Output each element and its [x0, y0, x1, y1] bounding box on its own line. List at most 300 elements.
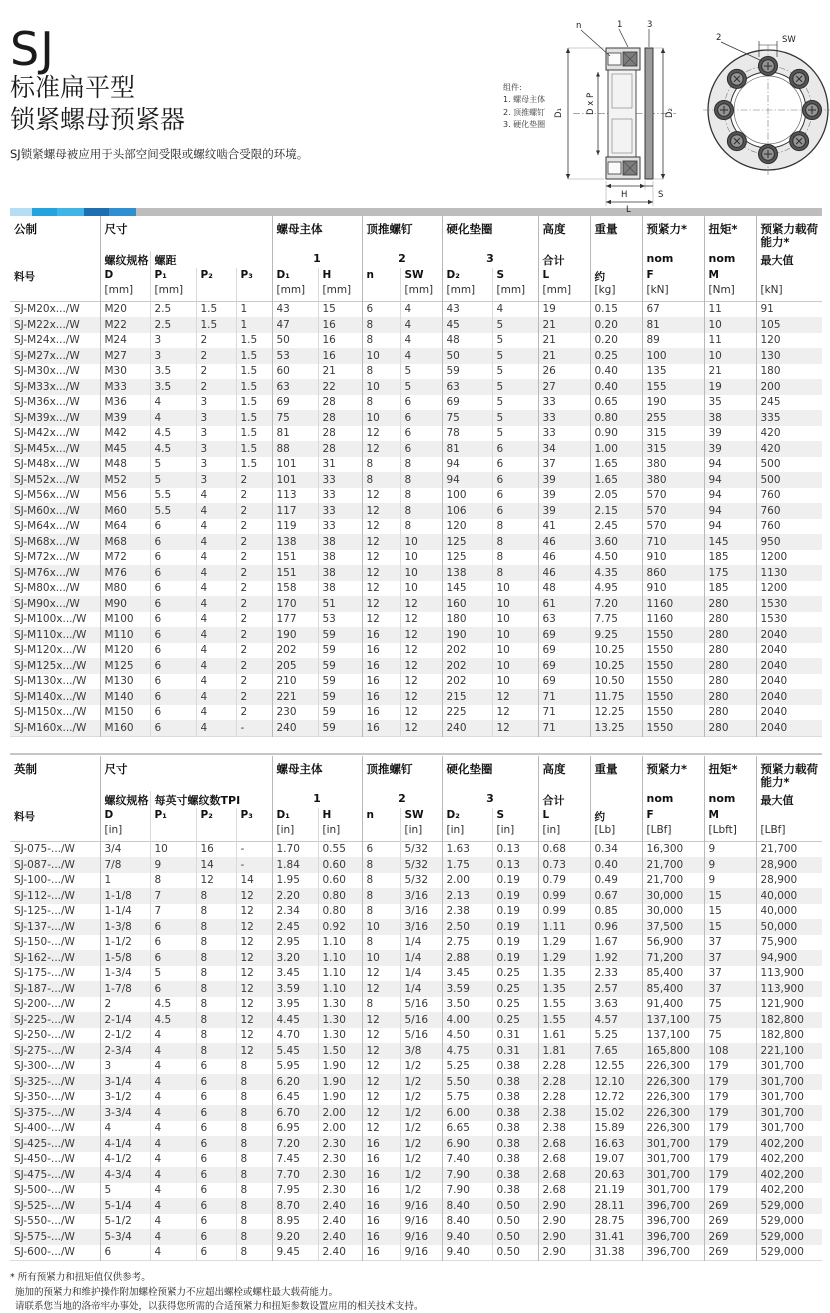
dim-label-dxp: D x P [586, 92, 596, 115]
cell: 9.40 [442, 1229, 492, 1245]
cell: 2.38 [538, 1121, 590, 1137]
cell: 8 [400, 488, 442, 504]
cell: 59 [318, 705, 362, 721]
cell: 3.59 [442, 981, 492, 997]
cell: 33 [538, 426, 590, 442]
cell: 6 [150, 519, 196, 535]
cell: 8 [196, 904, 236, 920]
cell: 2.13 [442, 888, 492, 904]
cell: 12 [362, 981, 400, 997]
cell: 12 [400, 612, 442, 628]
cell: 226,300 [642, 1105, 704, 1121]
cell: 16 [362, 1183, 400, 1199]
column-header [236, 824, 272, 842]
cell: 6 [196, 1229, 236, 1245]
column-header: P₁ [150, 268, 196, 284]
cell: 182,800 [756, 1012, 822, 1028]
page-title: SJ [10, 22, 55, 76]
cell: 15.02 [590, 1105, 642, 1121]
cell: 1.5 [196, 301, 236, 317]
cell: 396,700 [642, 1229, 704, 1245]
cell: 9.25 [590, 627, 642, 643]
cell: 12 [400, 658, 442, 674]
cell: 6 [150, 596, 196, 612]
cell: 8 [400, 472, 442, 488]
cell: 51 [318, 596, 362, 612]
cell: 1.30 [318, 1012, 362, 1028]
cell: 3 [100, 1059, 150, 1075]
cell: 8.70 [272, 1198, 318, 1214]
cell: 1.90 [318, 1059, 362, 1075]
cell: 61 [538, 596, 590, 612]
column-header: nom [704, 251, 756, 268]
cell: 12 [400, 596, 442, 612]
cell: 190 [442, 627, 492, 643]
cell: 7/8 [100, 857, 150, 873]
cell: 0.49 [590, 873, 642, 889]
cell: 8 [196, 997, 236, 1013]
cell: 1.65 [590, 472, 642, 488]
table-row [10, 565, 822, 581]
cell: 1 [236, 301, 272, 317]
cell: 10 [492, 658, 538, 674]
cell: 88 [272, 441, 318, 457]
cell: 315 [642, 426, 704, 442]
cell: 380 [642, 472, 704, 488]
cell: 9.40 [442, 1245, 492, 1261]
cell: 31.41 [590, 1229, 642, 1245]
cell: 63 [442, 379, 492, 395]
cell: 4.5 [150, 997, 196, 1013]
cell: 3 [196, 426, 236, 442]
column-header: 重量 [590, 756, 642, 791]
cell: 0.19 [492, 904, 538, 920]
cell: 41 [538, 519, 590, 535]
column-header: [Lbft] [704, 824, 756, 842]
cell: 2 [236, 519, 272, 535]
cell: 4 [150, 1198, 196, 1214]
cell: 3/16 [400, 904, 442, 920]
table-row [10, 1136, 822, 1152]
cell: 1160 [642, 596, 704, 612]
cell: 7.75 [590, 612, 642, 628]
cell: 8 [196, 1028, 236, 1044]
cell: 5 [400, 364, 442, 380]
cell: 59 [442, 364, 492, 380]
cell: 6 [196, 1198, 236, 1214]
cell: M42 [100, 426, 150, 442]
column-header: [LBf] [756, 824, 822, 842]
cell: 1.5 [236, 333, 272, 349]
cell: SJ-087-.../W [14, 858, 75, 871]
cell: 78 [442, 426, 492, 442]
cell: 94 [704, 457, 756, 473]
cell: 2.68 [538, 1183, 590, 1199]
cell: 4 [150, 1074, 196, 1090]
column-header: S [492, 268, 538, 284]
accent-bar-segment [84, 208, 109, 216]
cell: 12.10 [590, 1074, 642, 1090]
cell: 2-1/2 [100, 1028, 150, 1044]
cell: 1550 [642, 720, 704, 736]
cell: SJ-M125x.../W [14, 659, 87, 672]
cell: 6 [400, 410, 442, 426]
cell: 12 [362, 565, 400, 581]
cell: 5 [492, 410, 538, 426]
table-row [10, 379, 822, 395]
cell: 28 [318, 426, 362, 442]
table-row [10, 457, 822, 473]
cell: 8.95 [272, 1214, 318, 1230]
cell: 30,000 [642, 888, 704, 904]
cell: 226,300 [642, 1074, 704, 1090]
cell: 4 [196, 596, 236, 612]
cell: 6 [150, 534, 196, 550]
cell: SJ-M30x.../W [14, 365, 80, 378]
cell: 63 [272, 379, 318, 395]
cell: 1/4 [400, 950, 442, 966]
cell: 179 [704, 1152, 756, 1168]
cell: 0.55 [318, 841, 362, 857]
cell: M72 [100, 550, 150, 566]
cell: 3 [150, 333, 196, 349]
cell: 15.89 [590, 1121, 642, 1137]
cell: 1200 [756, 550, 822, 566]
cell: 570 [642, 519, 704, 535]
cell: 9 [704, 857, 756, 873]
cell: 75 [272, 410, 318, 426]
table-row [10, 550, 822, 566]
cell: 12 [400, 674, 442, 690]
column-header: n [362, 268, 400, 284]
cell: 8.40 [442, 1214, 492, 1230]
cell: 7.45 [272, 1152, 318, 1168]
cell: 6 [150, 565, 196, 581]
cell: 2 [236, 596, 272, 612]
cell: 8 [362, 873, 400, 889]
cell: 8 [236, 1214, 272, 1230]
cell: 4.50 [442, 1028, 492, 1044]
cell: M33 [100, 379, 150, 395]
cell: 69 [442, 395, 492, 411]
table-row [10, 1090, 822, 1106]
cell: 5/32 [400, 857, 442, 873]
table-row [10, 904, 822, 920]
table-row [10, 364, 822, 380]
cell: 5-1/2 [100, 1214, 150, 1230]
table-row [10, 503, 822, 519]
cell: 8 [362, 935, 400, 951]
cell: SJ-162-.../W [14, 951, 75, 964]
cell: 37,500 [642, 919, 704, 935]
cell: 6 [150, 705, 196, 721]
cell: 100 [442, 488, 492, 504]
cell: 8 [196, 950, 236, 966]
cell: 179 [704, 1074, 756, 1090]
cell: SJ-150-.../W [14, 936, 75, 949]
cell: 301,700 [642, 1152, 704, 1168]
cell: SJ-475-.../W [14, 1168, 75, 1181]
cell: SJ-M36x.../W [14, 396, 80, 409]
cell: 3.95 [272, 997, 318, 1013]
cell: M56 [100, 488, 150, 504]
cell: 5 [150, 966, 196, 982]
column-header: 1 [272, 791, 362, 808]
column-header: 扭矩* [704, 216, 756, 251]
column-header: 合计 [538, 251, 590, 268]
column-header: 尺寸 [100, 216, 272, 251]
cell: 7 [150, 904, 196, 920]
cell: 6 [196, 1059, 236, 1075]
cell: 529,000 [756, 1245, 822, 1261]
cell: 21 [318, 364, 362, 380]
cell: 1.70 [272, 841, 318, 857]
cell: 6 [196, 1121, 236, 1137]
cell: SJ-M60x.../W [14, 504, 80, 517]
cell: 28,900 [756, 873, 822, 889]
cell: 1-3/4 [100, 966, 150, 982]
cell: 2.30 [318, 1183, 362, 1199]
cell: 9 [704, 873, 756, 889]
column-header: 1 [272, 251, 362, 268]
column-header: D [100, 268, 150, 284]
imperial-table [10, 756, 822, 1261]
cell: 48 [442, 333, 492, 349]
cell: M22 [100, 317, 150, 333]
cell: SJ-100-.../W [14, 874, 75, 887]
cell: 5 [492, 364, 538, 380]
product-description: SJ锁紧螺母被应用于头部空间受限或螺纹啮合受限的环境。 [10, 147, 309, 161]
cell: 30,000 [642, 904, 704, 920]
cell: 1.5 [196, 317, 236, 333]
cell: 94 [442, 472, 492, 488]
cell: 6 [150, 950, 196, 966]
cell: 1.00 [590, 441, 642, 457]
column-header: 2 [362, 251, 442, 268]
cell: 280 [704, 612, 756, 628]
cell: 4.57 [590, 1012, 642, 1028]
cell: 8 [236, 1121, 272, 1137]
cell: 179 [704, 1183, 756, 1199]
cell: 137,100 [642, 1028, 704, 1044]
cell: 59 [318, 674, 362, 690]
cell: 71 [538, 689, 590, 705]
cell: 3/16 [400, 919, 442, 935]
cell: 94,900 [756, 950, 822, 966]
dim-label-sw: SW [782, 35, 796, 45]
cell: 185 [704, 581, 756, 597]
cell: 1550 [642, 627, 704, 643]
cell: 5.50 [442, 1074, 492, 1090]
cell: 71,200 [642, 950, 704, 966]
cell: 1.30 [318, 997, 362, 1013]
cell: 8 [492, 550, 538, 566]
table-row [10, 841, 822, 857]
cell: 0.38 [492, 1090, 538, 1106]
footnote-line: * 所有预紧力和扭矩值仅供参考。 [10, 1272, 151, 1284]
accent-bar-segment [57, 208, 84, 216]
cell: 6.45 [272, 1090, 318, 1106]
cell: 4 [196, 581, 236, 597]
cell: SJ-325-.../W [14, 1075, 75, 1088]
cell: 0.20 [590, 317, 642, 333]
cell: SJ-225-.../W [14, 1013, 75, 1026]
cell: SJ-425-.../W [14, 1137, 75, 1150]
cell: 12 [236, 966, 272, 982]
cell: 39 [538, 488, 590, 504]
cell: M45 [100, 441, 150, 457]
cell: 9/16 [400, 1245, 442, 1261]
cell: 396,700 [642, 1198, 704, 1214]
cell: 59 [318, 658, 362, 674]
cell: 2 [196, 364, 236, 380]
cell: 3/4 [100, 841, 150, 857]
cell: 9/16 [400, 1229, 442, 1245]
cell: 43 [272, 301, 318, 317]
cell: 1.5 [236, 457, 272, 473]
cell: SJ-M20x.../W [14, 303, 80, 316]
table-row [10, 1074, 822, 1090]
cell: 4 [196, 519, 236, 535]
column-header: [kN] [642, 284, 704, 302]
cell: 12 [400, 705, 442, 721]
cell: 301,700 [756, 1105, 822, 1121]
cell: 33 [318, 503, 362, 519]
cell: 280 [704, 705, 756, 721]
legend-item: 3. 硬化垫圈 [503, 120, 546, 130]
cell: 160 [442, 596, 492, 612]
cell: 6 [362, 841, 400, 857]
cell: 5.95 [272, 1059, 318, 1075]
cell: 6 [150, 658, 196, 674]
cell: 16 [362, 658, 400, 674]
cell: 11 [704, 333, 756, 349]
cell: M68 [100, 534, 150, 550]
cell: 2-1/4 [100, 1012, 150, 1028]
cell: 1.61 [538, 1028, 590, 1044]
cell: 12 [236, 919, 272, 935]
cell: 2 [236, 689, 272, 705]
cell: 0.19 [492, 888, 538, 904]
cell: 81 [272, 426, 318, 442]
cell: 1.67 [590, 935, 642, 951]
cell: 12 [236, 950, 272, 966]
cell: 4 [400, 348, 442, 364]
cell: 14 [236, 873, 272, 889]
cell: M20 [100, 301, 150, 317]
table-row [10, 1152, 822, 1168]
cell: 94 [704, 472, 756, 488]
cell: 3-3/4 [100, 1105, 150, 1121]
cell: 0.31 [492, 1028, 538, 1044]
column-header [362, 284, 400, 302]
cell: 6 [492, 472, 538, 488]
column-header [196, 824, 236, 842]
cell: M80 [100, 581, 150, 597]
column-header: [kg] [590, 284, 642, 302]
cell: 1550 [642, 643, 704, 659]
footnotes [10, 1271, 830, 1313]
table-row [10, 674, 822, 690]
cell: 6 [196, 1152, 236, 1168]
cell: 16 [318, 348, 362, 364]
callout-n: n [576, 21, 582, 31]
cell: 301,700 [756, 1121, 822, 1137]
cell: 7.65 [590, 1043, 642, 1059]
cell: 402,200 [756, 1136, 822, 1152]
cell: 6 [100, 1245, 150, 1261]
cell: 165,800 [642, 1043, 704, 1059]
cell: 71 [538, 705, 590, 721]
cell: 1-3/8 [100, 919, 150, 935]
cell: 2.33 [590, 966, 642, 982]
cell: 190 [642, 395, 704, 411]
cell: 179 [704, 1059, 756, 1075]
cell: 5 [492, 395, 538, 411]
cell: 1.65 [590, 457, 642, 473]
cell: 31 [318, 457, 362, 473]
cell: 0.65 [590, 395, 642, 411]
accent-bar [10, 208, 822, 216]
cell: 48 [538, 581, 590, 597]
cell: 46 [538, 534, 590, 550]
cell: 138 [272, 534, 318, 550]
column-header: [Nm] [704, 284, 756, 302]
cell: 69 [272, 395, 318, 411]
cell: 12 [400, 720, 442, 736]
cell: 185 [704, 550, 756, 566]
cell: 0.31 [492, 1043, 538, 1059]
cell: 3/16 [400, 888, 442, 904]
cell: 1.10 [318, 935, 362, 951]
cell: 8 [196, 935, 236, 951]
cell: 33 [318, 519, 362, 535]
cell: 12 [236, 981, 272, 997]
column-header: [in] [400, 824, 442, 842]
cell: 91 [756, 301, 822, 317]
cell: 6.20 [272, 1074, 318, 1090]
cell: 12 [362, 550, 400, 566]
cell: 1/2 [400, 1183, 442, 1199]
cell: 0.80 [590, 410, 642, 426]
cell: 6 [196, 1183, 236, 1199]
metric-table [10, 216, 822, 737]
cell: 12 [400, 643, 442, 659]
cell: 5 [492, 333, 538, 349]
cell: 710 [642, 534, 704, 550]
cell: 6 [492, 457, 538, 473]
cell: 0.60 [318, 857, 362, 873]
cell: 4 [400, 333, 442, 349]
cell: 1.30 [318, 1028, 362, 1044]
cell: 12 [362, 534, 400, 550]
cell: 12 [362, 1121, 400, 1137]
cell: 8 [400, 503, 442, 519]
cell: 33 [318, 472, 362, 488]
cell: 12 [362, 1074, 400, 1090]
cell: M52 [100, 472, 150, 488]
column-header: D₁ [272, 268, 318, 284]
column-header: SW [400, 808, 442, 824]
column-header: 3 [442, 251, 538, 268]
cell: 12 [236, 997, 272, 1013]
cell: 202 [272, 643, 318, 659]
cell: 396,700 [642, 1245, 704, 1261]
cell: M120 [100, 643, 150, 659]
cell: M48 [100, 457, 150, 473]
cell: 3.5 [150, 364, 196, 380]
cell: 4 [150, 1214, 196, 1230]
